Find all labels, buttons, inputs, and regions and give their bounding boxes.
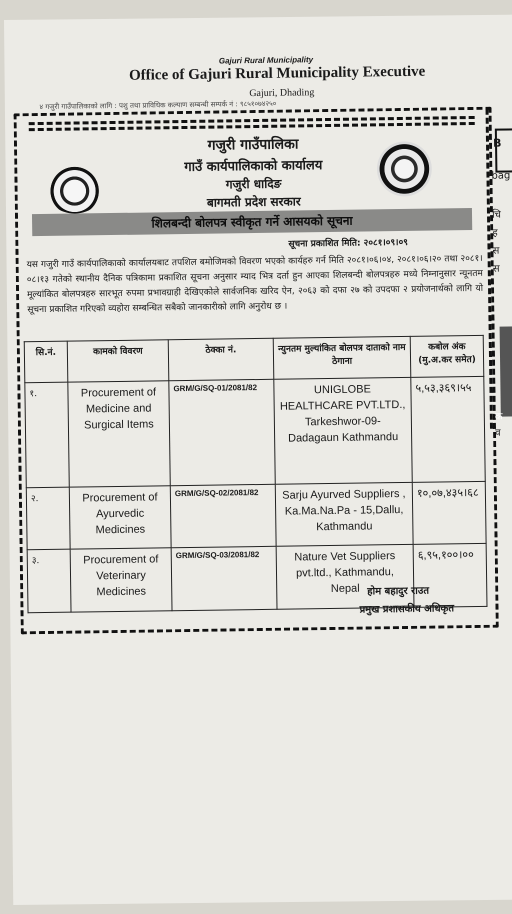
bids-table (24, 335, 488, 616)
row-vendor: UNIGLOBE HEALTHCARE PVT.LTD., Tarkeshwor-09- Dadagaun Kathmandu (274, 377, 412, 484)
row-vendor: Nature Vet Suppliers pvt.ltd., Kathmandu, Nepal (276, 544, 414, 609)
row-amount: ६,९५,१००।०० (413, 543, 487, 607)
clipping-text: ह (492, 227, 498, 239)
row-ref: GRM/G/SQ-03/2081/82 (171, 546, 277, 610)
clipping-text: क (494, 411, 503, 423)
row-vendor: Sarju Ayurved Suppliers , Ka.Ma.Na.Pa - 15,Dallu, Kathmandu (275, 482, 413, 546)
col-vendor: न्युनतम मुल्यांकित बोलपत्र दाताको नाम ठेगाना (273, 336, 411, 379)
row-ref: GRM/G/SQ-02/2081/82 (170, 484, 276, 547)
office-location: Gajuri, Dhading (249, 87, 315, 100)
clipping-text: चि (491, 209, 502, 221)
clipping-text: स (492, 263, 500, 275)
row-ref: GRM/G/SQ-01/2081/82 (169, 379, 275, 485)
clipping-text: स (492, 245, 500, 257)
table-row (25, 376, 485, 487)
row-amount: १०,०७,४३५।६८ (412, 481, 486, 544)
col-ref: ठेक्का नं. (168, 338, 274, 380)
notice-paragraph: यस गजुरी गाउँ कार्यपालिकाको कार्यालयबाट तपशिल बमोजिमको विवरण भएको कार्यहरु गर्न मिति २०८१।०६।०४, २०८१।०६।२० तथा २०८१।०८।१३ गतेको स्थानीय दैनिक पत्रिकामा प्रकाशित सूचना अनुसार म्याद भित्र दर्ता हुन आएका शिलबन्दी बोलपत्रहरु मध्ये निम्नानुसार न्यूनतम मूल्यांकित बोलपत्रहरु सारभूत रुपमा प्रभावग्राही देखिएकोले सार्वजनिक खरिद ऐन, २०६३ को दफा २७ को उपदफा २ प्रयोजनार्थको लागि यो सूचना प्रकाशित गरिएको व्यहोरा सम्बन्धित सबैको जानकारीको लागि अनुरोध छ । (26, 253, 484, 316)
office-title: Office of Gajuri Rural Municipality Executive (128, 63, 426, 84)
clipping-letter: B (492, 136, 502, 150)
row-description: Procurement of Veterinary Medicines (70, 548, 172, 612)
municipality-small-label: Gajuri Rural Municipality (218, 55, 314, 66)
row-amount: ५,५३,३६९।५५ (411, 376, 485, 482)
heading-office: गाउँ कार्यपालिकाको कार्यालय (184, 158, 323, 176)
table-header-row (24, 335, 484, 382)
col-description: कामको विवरण (67, 340, 169, 382)
signatory-name: होम बहादुर राउत (367, 585, 430, 598)
col-amount: कबोल अंक (मु.अ.कर समेत) (410, 335, 484, 377)
clipping-text: bag (491, 170, 511, 182)
clipping-box (492, 128, 512, 172)
adjacent-clipping (486, 108, 512, 439)
heading-municipality: गजुरी गाउँपालिका (207, 136, 299, 154)
notice-title: शिलबन्दी बोलपत्र स्वीकृत गर्ने आसयको सूचना (32, 208, 472, 236)
heading-location: गजुरी धादिङ (225, 176, 282, 192)
col-sn: सि.नं. (24, 341, 68, 383)
heading-province: बागमती प्रदेश सरकार (206, 194, 301, 210)
publish-date: सूचना प्रकाशित मिति: २०८१।०९।०९ (288, 237, 408, 250)
previous-notice-line: ४ गजुरी गाउँपालिकाको लागि : पशु तथा प्राविधिक कल्याण सम्बन्धी सम्पर्क नं : ९८५१०७४२५० (39, 99, 277, 112)
clipping-text: व (494, 427, 501, 439)
row-description: Procurement of Medicine and Surgical Items (68, 381, 170, 487)
row-description: Procurement of Ayurvedic Medicines (69, 486, 171, 549)
clipping-photo (500, 326, 512, 416)
signatory-title: प्रमुख प्रशासकीय अधिकृत (359, 603, 455, 616)
row-sn: २. (26, 487, 70, 550)
previous-notice-footer (8, 0, 509, 112)
row-sn: १. (25, 382, 69, 488)
table-row (26, 481, 486, 549)
row-sn: ३. (27, 549, 71, 613)
